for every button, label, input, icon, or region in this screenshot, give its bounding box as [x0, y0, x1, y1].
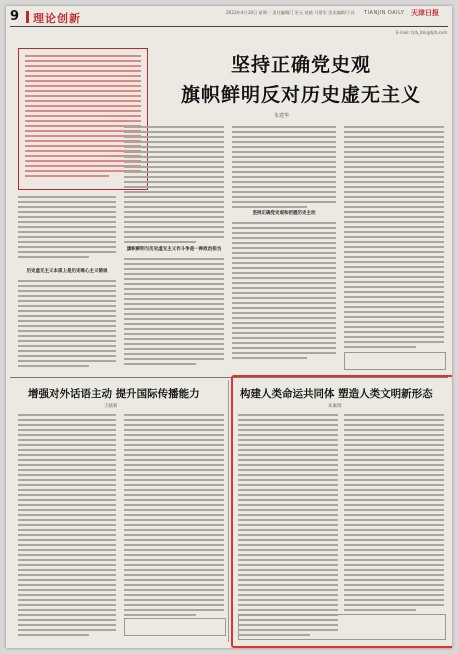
- newspaper-page: [6, 6, 452, 648]
- main-article-column-3b: [232, 222, 336, 362]
- author-note-box: [344, 352, 446, 370]
- subhead-3: 坚持正确党史观和把握历史主动: [252, 211, 316, 216]
- column-separator: [228, 380, 229, 642]
- newspaper-logo: 天津日报: [411, 8, 439, 17]
- main-article-column-2: [124, 126, 224, 246]
- brand-name: TIANJIN DAILY: [364, 10, 405, 16]
- section-email: E-mail: tjrb_llzk@tjrb.com: [396, 30, 448, 35]
- lower-right-headline: 构建人类命运共同体 塑造人类文明新形态: [240, 388, 433, 400]
- lower-left-headline: 增强对外话语主动 提升国际传播能力: [28, 388, 200, 400]
- main-article-column-1: [18, 196, 116, 261]
- main-article-column-2b: [124, 258, 224, 368]
- highlight-frame: [231, 375, 452, 648]
- lower-left-author: 王晓莉: [104, 404, 118, 409]
- subhead-2: 旗帜鲜明与历史虚无主义作斗争是一种政治担当: [126, 247, 222, 252]
- main-headline-line1: 坚持正确党史观: [230, 54, 371, 76]
- page-number: 9: [10, 9, 20, 24]
- section-marker: [26, 11, 29, 23]
- lower-right-author: 朱素瑞: [328, 404, 342, 409]
- subhead-1: 历史虚无主义本质上是历史唯心主义错误: [26, 269, 108, 274]
- lower-left-column-1: [18, 414, 116, 639]
- main-headline-line2: 旗帜鲜明反对历史虚无主义: [180, 84, 421, 106]
- section-name: 理论创新: [33, 12, 81, 25]
- main-article-column-1b: [18, 280, 116, 370]
- edition-info: 2023年4月10日 星期一 责任编辑/丁宏元 范晓 马常军 美术编辑/于洋: [226, 10, 355, 15]
- main-author: 朱建华: [274, 113, 290, 119]
- header-rule: [10, 26, 448, 27]
- main-article-column-4: [344, 126, 444, 351]
- page-header: [6, 6, 452, 28]
- lower-left-column-2: [124, 414, 224, 619]
- main-article-column-3: [232, 126, 336, 211]
- lower-left-note-box: [124, 618, 226, 636]
